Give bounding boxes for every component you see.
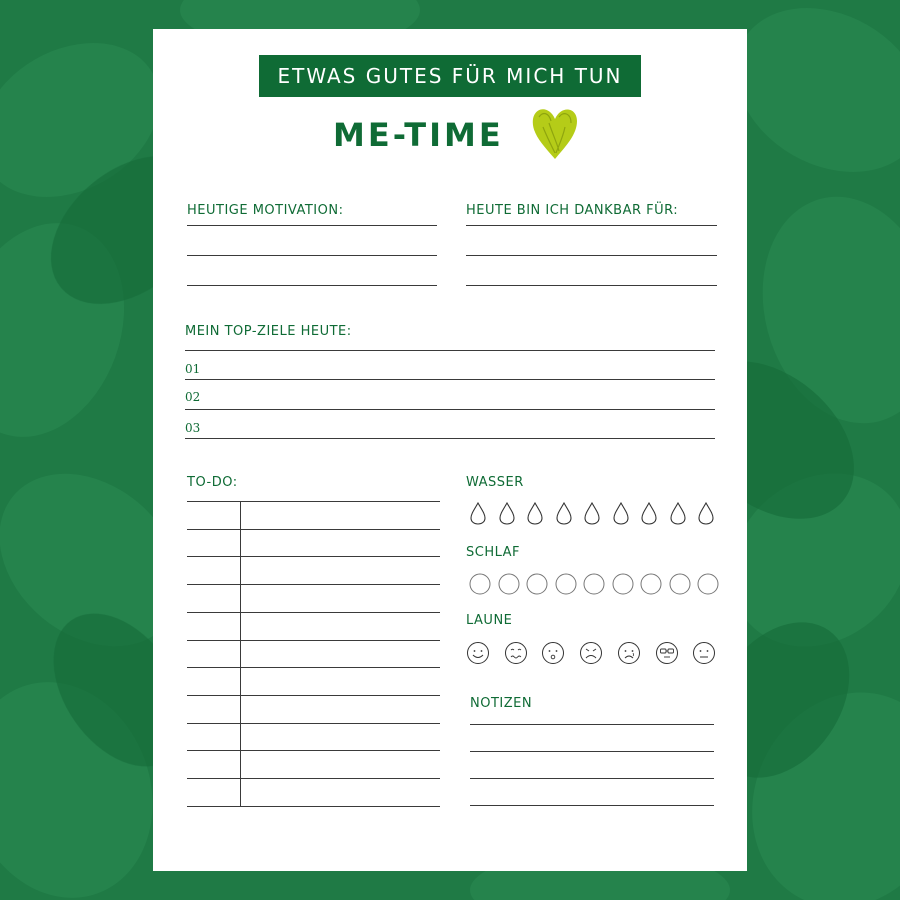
gratitude-line[interactable] [466,285,717,286]
motivation-line[interactable] [187,285,437,286]
todo-line[interactable] [187,556,440,557]
water-label: WASSER [466,475,524,490]
todo-line[interactable] [187,806,440,807]
droplet-icon[interactable] [581,501,603,525]
motivation-line[interactable] [187,225,437,226]
notes-line[interactable] [470,751,714,752]
page-title: ME-TIME [333,116,504,154]
todo-line[interactable] [187,529,440,530]
planner-sheet [153,29,747,871]
notes-line[interactable] [470,805,714,806]
goal-line[interactable] [185,438,715,439]
todo-line[interactable] [187,612,440,613]
droplet-icon[interactable] [695,501,717,525]
todo-line[interactable] [187,750,440,751]
motivation-label: HEUTIGE MOTIVATION: [187,203,344,218]
droplet-icon[interactable] [467,501,489,525]
circle-icon[interactable] [583,572,605,596]
neutral-face-icon[interactable] [693,641,715,665]
circle-icon[interactable] [697,572,719,596]
gratitude-line[interactable] [466,225,717,226]
droplet-icon[interactable] [524,501,546,525]
sleep-label: SCHLAF [466,545,521,560]
todo-line[interactable] [187,723,440,724]
droplet-icon[interactable] [553,501,575,525]
happy-face-icon[interactable] [467,641,489,665]
todo-divider [240,501,241,806]
droplet-icon[interactable] [638,501,660,525]
circle-icon[interactable] [469,572,491,596]
todo-line[interactable] [187,584,440,585]
circle-icon[interactable] [612,572,634,596]
heart-icon [529,101,581,163]
droplet-icon[interactable] [610,501,632,525]
goal-line[interactable] [185,409,715,410]
notes-line[interactable] [470,778,714,779]
goals-line [185,350,715,351]
goal-number: 02 [185,390,201,404]
notes-line[interactable] [470,724,714,725]
goal-number: 01 [185,362,201,376]
gratitude-label: HEUTE BIN ICH DANKBAR FÜR: [466,203,679,218]
angry-face-icon[interactable] [580,641,602,665]
circle-icon[interactable] [555,572,577,596]
wavy-face-icon[interactable] [505,641,527,665]
todo-line[interactable] [187,695,440,696]
notes-label: NOTIZEN [470,696,533,711]
mood-label: LAUNE [466,613,513,628]
goal-line[interactable] [185,379,715,380]
todo-label: TO-DO: [187,475,238,490]
droplet-icon[interactable] [496,501,518,525]
todo-line[interactable] [187,667,440,668]
crying-face-icon[interactable] [618,641,640,665]
glasses-face-icon[interactable] [656,641,678,665]
circle-icon[interactable] [498,572,520,596]
goals-label: MEIN TOP-ZIELE HEUTE: [185,324,352,339]
todo-line[interactable] [187,778,440,779]
todo-line[interactable] [187,501,440,502]
goal-number: 03 [185,421,201,435]
banner-title: ETWAS GUTES FÜR MICH TUN [259,55,641,97]
todo-line[interactable] [187,640,440,641]
circle-icon[interactable] [526,572,548,596]
motivation-line[interactable] [187,255,437,256]
circle-icon[interactable] [669,572,691,596]
gratitude-line[interactable] [466,255,717,256]
circle-icon[interactable] [640,572,662,596]
surprised-face-icon[interactable] [542,641,564,665]
droplet-icon[interactable] [667,501,689,525]
